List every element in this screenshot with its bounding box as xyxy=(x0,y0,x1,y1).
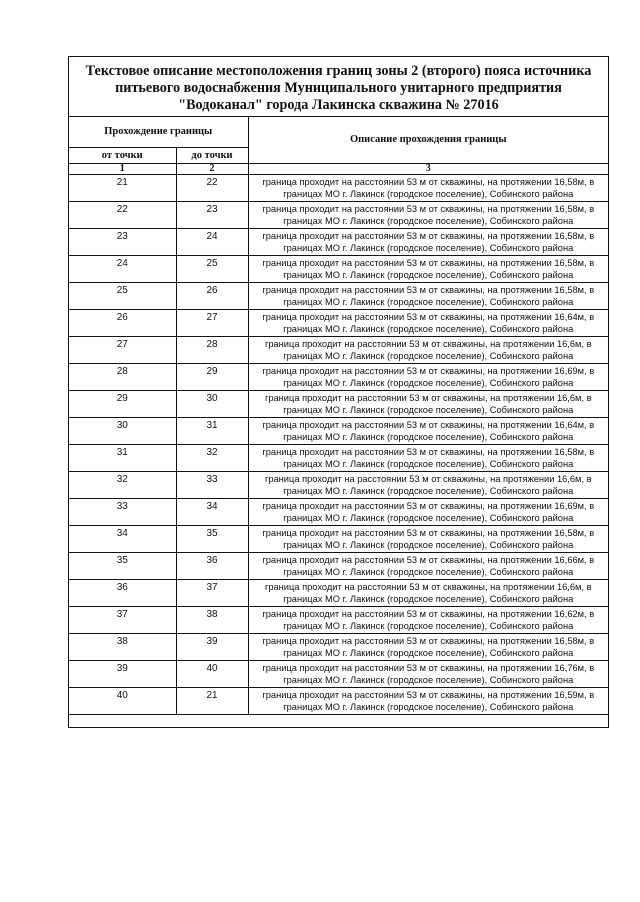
to-point-cell: 31 xyxy=(176,417,248,444)
from-point-cell: 29 xyxy=(69,390,176,417)
description-line-2: границах МО г. Лакинск (городское поселение), Собинского района xyxy=(283,432,574,442)
title-line-1: Текстовое описание местоположения границ зоны 2 (второго) пояса источника xyxy=(85,63,592,79)
description-line-1: граница проходит на расстоянии 53 м от скважины, на протяжении 16,58м, в xyxy=(262,230,595,241)
table-row xyxy=(69,228,608,255)
description-line-1: граница проходит на расстоянии 53 м от скважины, на протяжении 16,59м, в xyxy=(262,689,595,700)
table-body xyxy=(69,174,608,714)
description-line-2: границах МО г. Лакинск (городское поселение), Собинского района xyxy=(283,324,574,334)
from-point-cell: 38 xyxy=(69,633,176,660)
to-point-cell: 23 xyxy=(176,201,248,228)
from-point-cell: 21 xyxy=(69,174,176,201)
description-cell xyxy=(248,660,608,687)
from-point-cell: 36 xyxy=(69,579,176,606)
description-cell xyxy=(248,363,608,390)
table-row xyxy=(69,579,608,606)
to-point-cell: 21 xyxy=(176,687,248,714)
description-line-2: границах МО г. Лакинск (городское поселение), Собинского района xyxy=(283,405,574,415)
from-point-cell: 26 xyxy=(69,309,176,336)
description-line-1: граница проходит на расстоянии 53 м от скважины, на протяжении 16,58м, в xyxy=(262,635,595,646)
from-point-cell: 37 xyxy=(69,606,176,633)
table-row xyxy=(69,606,608,633)
to-point-cell: 30 xyxy=(176,390,248,417)
description-cell xyxy=(248,579,608,606)
title-line-3: "Водоканал" города Лакинска скважина № 27016 xyxy=(178,97,499,113)
description-line-1: граница проходит на расстоянии 53 м от скважины, на протяжении 16,58м, в xyxy=(262,257,595,268)
document-sheet xyxy=(68,56,609,728)
description-line-1: граница проходит на расстоянии 53 м от скважины, на протяжении 16,58м, в xyxy=(262,284,595,295)
description-line-1: граница проходит на расстоянии 53 м от скважины, на протяжении 16,6м, в xyxy=(264,473,592,484)
description-cell xyxy=(248,390,608,417)
to-point-cell: 32 xyxy=(176,444,248,471)
description-cell xyxy=(248,606,608,633)
description-line-2: границах МО г. Лакинск (городское поселение), Собинского района xyxy=(283,513,574,523)
to-point-cell: 37 xyxy=(176,579,248,606)
table-row xyxy=(69,444,608,471)
header-col-number-2: 2 xyxy=(176,163,248,174)
header-col-number-3: 3 xyxy=(248,163,608,174)
description-cell xyxy=(248,471,608,498)
description-line-1: граница проходит на расстоянии 53 м от скважины, на протяжении 16,6м, в xyxy=(264,392,592,403)
from-point-cell: 39 xyxy=(69,660,176,687)
description-line-2: границах МО г. Лакинск (городское поселение), Собинского района xyxy=(283,486,574,496)
description-cell xyxy=(248,174,608,201)
description-line-2: границах МО г. Лакинск (городское поселение), Собинского района xyxy=(283,675,574,685)
description-line-1: граница проходит на расстоянии 53 м от скважины, на протяжении 16,69м, в xyxy=(262,500,595,511)
description-cell xyxy=(248,552,608,579)
description-cell xyxy=(248,498,608,525)
description-cell xyxy=(248,282,608,309)
description-line-2: границах МО г. Лакинск (городское поселение), Собинского района xyxy=(283,567,574,577)
table-row xyxy=(69,309,608,336)
description-line-2: границах МО г. Лакинск (городское поселение), Собинского района xyxy=(283,270,574,280)
from-point-cell: 23 xyxy=(69,228,176,255)
description-cell xyxy=(248,633,608,660)
header-to-point: до точки xyxy=(176,147,248,163)
to-point-cell: 38 xyxy=(176,606,248,633)
table-row xyxy=(69,552,608,579)
from-point-cell: 27 xyxy=(69,336,176,363)
table-row xyxy=(69,174,608,201)
description-line-2: границах МО г. Лакинск (городское поселение), Собинского района xyxy=(283,216,574,226)
from-point-cell: 32 xyxy=(69,471,176,498)
table-row xyxy=(69,687,608,714)
description-line-2: границах МО г. Лакинск (городское поселение), Собинского района xyxy=(283,540,574,550)
from-point-cell: 22 xyxy=(69,201,176,228)
from-point-cell: 33 xyxy=(69,498,176,525)
header-description: Описание прохождения границы xyxy=(248,117,608,163)
description-line-1: граница проходит на расстоянии 53 м от скважины, на протяжении 16,58м, в xyxy=(262,527,595,538)
table-row xyxy=(69,390,608,417)
to-point-cell: 26 xyxy=(176,282,248,309)
table-row xyxy=(69,336,608,363)
from-point-cell: 34 xyxy=(69,525,176,552)
description-line-1: граница проходит на расстоянии 53 м от скважины, на протяжении 16,76м, в xyxy=(262,662,595,673)
table-row xyxy=(69,255,608,282)
from-point-cell: 28 xyxy=(69,363,176,390)
to-point-cell: 36 xyxy=(176,552,248,579)
to-point-cell: 39 xyxy=(176,633,248,660)
to-point-cell: 24 xyxy=(176,228,248,255)
description-line-2: границах МО г. Лакинск (городское поселение), Собинского района xyxy=(283,459,574,469)
description-cell xyxy=(248,255,608,282)
description-line-2: границах МО г. Лакинск (городское поселение), Собинского района xyxy=(283,189,574,199)
description-cell xyxy=(248,228,608,255)
header-col-number-1: 1 xyxy=(69,163,176,174)
to-point-cell: 29 xyxy=(176,363,248,390)
header-passage: Прохождение границы xyxy=(69,117,248,147)
table-row xyxy=(69,525,608,552)
header-from-point: от точки xyxy=(69,147,176,163)
from-point-cell: 24 xyxy=(69,255,176,282)
table-row xyxy=(69,201,608,228)
to-point-cell: 33 xyxy=(176,471,248,498)
to-point-cell: 28 xyxy=(176,336,248,363)
description-line-1: граница проходит на расстоянии 53 м от скважины, на протяжении 16,6м, в xyxy=(264,338,592,349)
description-line-2: границах МО г. Лакинск (городское поселение), Собинского района xyxy=(283,297,574,307)
table-row xyxy=(69,363,608,390)
table-row xyxy=(69,633,608,660)
from-point-cell: 25 xyxy=(69,282,176,309)
from-point-cell: 30 xyxy=(69,417,176,444)
description-cell xyxy=(248,309,608,336)
description-line-2: границах МО г. Лакинск (городское поселение), Собинского района xyxy=(283,351,574,361)
to-point-cell: 25 xyxy=(176,255,248,282)
description-cell xyxy=(248,417,608,444)
description-line-1: граница проходит на расстоянии 53 м от скважины, на протяжении 16,58м, в xyxy=(262,176,595,187)
description-cell xyxy=(248,444,608,471)
title-line-2: питьевого водоснабжения Муниципального унитарного предприятия xyxy=(115,80,562,96)
document-title xyxy=(69,57,608,117)
description-line-1: граница проходит на расстоянии 53 м от скважины, на протяжении 16,66м, в xyxy=(262,554,595,565)
description-line-1: граница проходит на расстоянии 53 м от скважины, на протяжении 16,58м, в xyxy=(262,446,595,457)
description-line-2: границах МО г. Лакинск (городское поселение), Собинского района xyxy=(283,702,574,712)
description-line-2: границах МО г. Лакинск (городское поселение), Собинского района xyxy=(283,621,574,631)
to-point-cell: 40 xyxy=(176,660,248,687)
description-line-1: граница проходит на расстоянии 53 м от скважины, на протяжении 16,62м, в xyxy=(262,608,595,619)
to-point-cell: 22 xyxy=(176,174,248,201)
description-cell xyxy=(248,525,608,552)
table-row xyxy=(69,471,608,498)
description-line-1: граница проходит на расстоянии 53 м от скважины, на протяжении 16,64м, в xyxy=(262,419,595,430)
description-cell xyxy=(248,201,608,228)
description-line-2: границах МО г. Лакинск (городское поселение), Собинского района xyxy=(283,648,574,658)
table-row xyxy=(69,282,608,309)
table-row xyxy=(69,417,608,444)
description-line-1: граница проходит на расстоянии 53 м от скважины, на протяжении 16,64м, в xyxy=(262,311,595,322)
description-line-1: граница проходит на расстоянии 53 м от скважины, на протяжении 16,6м, в xyxy=(264,581,592,592)
description-line-1: граница проходит на расстоянии 53 м от скважины, на протяжении 16,58м, в xyxy=(262,203,595,214)
to-point-cell: 34 xyxy=(176,498,248,525)
description-cell xyxy=(248,336,608,363)
from-point-cell: 35 xyxy=(69,552,176,579)
boundary-table xyxy=(69,117,608,715)
table-row xyxy=(69,660,608,687)
to-point-cell: 35 xyxy=(176,525,248,552)
description-line-2: границах МО г. Лакинск (городское поселение), Собинского района xyxy=(283,594,574,604)
description-line-2: границах МО г. Лакинск (городское поселение), Собинского района xyxy=(283,243,574,253)
to-point-cell: 27 xyxy=(176,309,248,336)
description-line-2: границах МО г. Лакинск (городское поселение), Собинского района xyxy=(283,378,574,388)
description-cell xyxy=(248,687,608,714)
table-row xyxy=(69,498,608,525)
from-point-cell: 31 xyxy=(69,444,176,471)
description-line-1: граница проходит на расстоянии 53 м от скважины, на протяжении 16,69м, в xyxy=(262,365,595,376)
from-point-cell: 40 xyxy=(69,687,176,714)
